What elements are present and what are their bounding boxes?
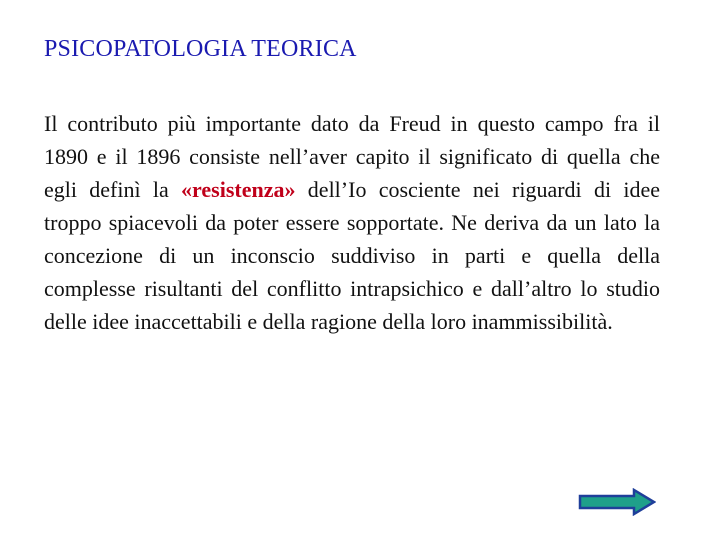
body-paragraph	[44, 107, 660, 338]
right-arrow-icon	[578, 488, 656, 516]
highlight-term: «resistenza»	[181, 177, 296, 202]
slide-title: PSICOPATOLOGIA TEORICA	[44, 36, 357, 62]
next-slide-button[interactable]	[578, 488, 656, 516]
body-text-before: Il contributo più importante dato da Freud in questo campo fra il 1890 e il 1896 consiste nell’aver capito il significato di quella che egli definì la	[44, 111, 660, 202]
body-text-after: dell’Io cosciente nei riguardi di idee troppo spiacevoli da poter essere sopportate. Ne deriva da un lato la concezione di un inconscio suddiviso in parti e quella della complesse risultanti del conflitto intrapsichico e dall’altro lo studio delle idee inaccettabili e della ragione della loro inammissibilità.	[44, 177, 660, 334]
